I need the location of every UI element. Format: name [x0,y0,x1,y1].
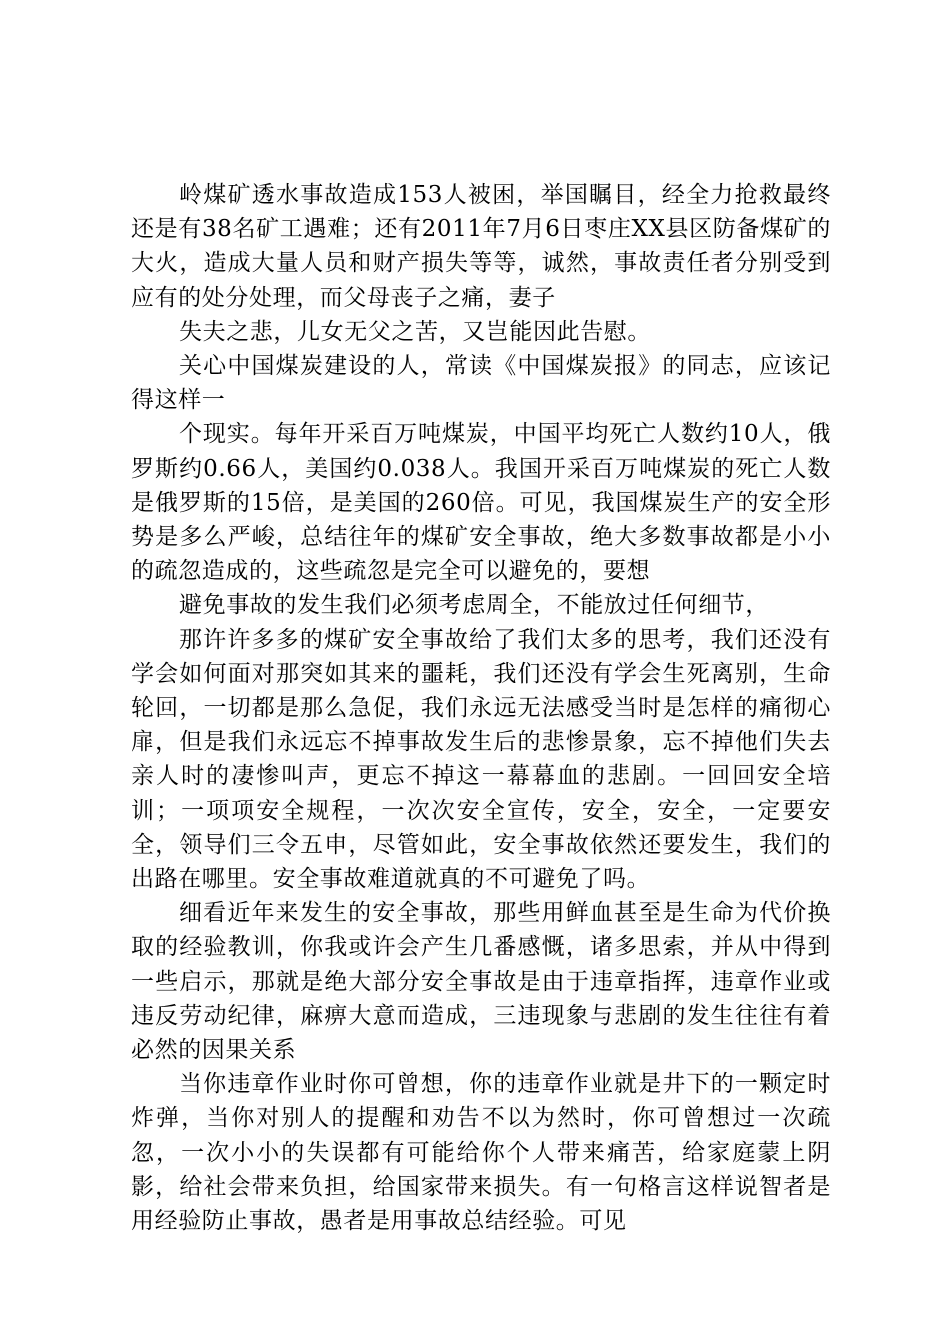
paragraph-8: 当你违章作业时你可曾想，你的违章作业就是井下的一颗定时炸弹，当你对别人的提醒和劝告不以为然时，你可曾想过一次疏忽，一次小小的失误都有可能给你个人带来痛苦，给家庭蒙上阴影，给社会带来负担，给国家带来损失。有一句格言这样说智者是用经验防止事故，愚者是用事故总结经验。可见 [131,1071,831,1235]
paragraph-1: 岭煤矿透水事故造成153人被困，举国瞩目，经全力抢救最终还是有38名矿工遇难；还有2011年7月6日枣庄XX县区防备煤矿的大火，造成大量人员和财产损失等等，诚然，事故责任者分别受到应有的处分处理，而父母丧子之痛，妻子 [131,182,831,311]
paragraph-2: 失夫之悲，儿女无父之苦，又岂能因此告慰。 [179,318,651,345]
paragraph-3: 关心中国煤炭建设的人，常读《中国煤炭报》的同志，应该记得这样一 [131,353,831,414]
paragraph-5: 避免事故的发生我们必须考虑周全，不能放过任何细节， [179,592,769,619]
paragraph-6: 那许许多多的煤矿安全事故给了我们太多的思考，我们还没有学会如何面对那突如其来的噩耗，我们还没有学会生死离别，生命轮回，一切都是那么急促，我们永远无法感受当时是怎样的痛彻心扉，但是我们永远忘不掉事故发生后的悲惨景象，忘不掉他们失去亲人时的凄惨叫声，更忘不掉这一幕幕血的悲剧。一回回安全培训；一项项安全规程，一次次安全宣传，安全，安全，一定要安全，领导们三令五申，尽管如此，安全事故依然还要发生，我们的出路在哪里。安全事故难道就真的不可避免了吗。 [131,626,831,893]
paragraph-7: 细看近年来发生的安全事故，那些用鲜血甚至是生命为代价换取的经验教训，你我或许会产生几番感慨，诸多思索，并从中得到一些启示，那就是绝大部分安全事故是由于违章指挥，违章作业或违反劳动纪律，麻痹大意而造成，三违现象与悲剧的发生往往有着必然的因果关系 [131,900,831,1064]
document-page [131,178,831,1238]
paragraph-4: 个现实。每年开采百万吨煤炭，中国平均死亡人数约10人，俄罗斯约0.66人，美国约0.038人。我国开采百万吨煤炭的死亡人数是俄罗斯的15倍，是美国的260倍。可见，我国煤炭生产的安全形势是多么严峻，总结往年的煤矿安全事故，绝大多数事故都是小小的疏忽造成的，这些疏忽是完全可以避免的，要想 [131,421,831,585]
